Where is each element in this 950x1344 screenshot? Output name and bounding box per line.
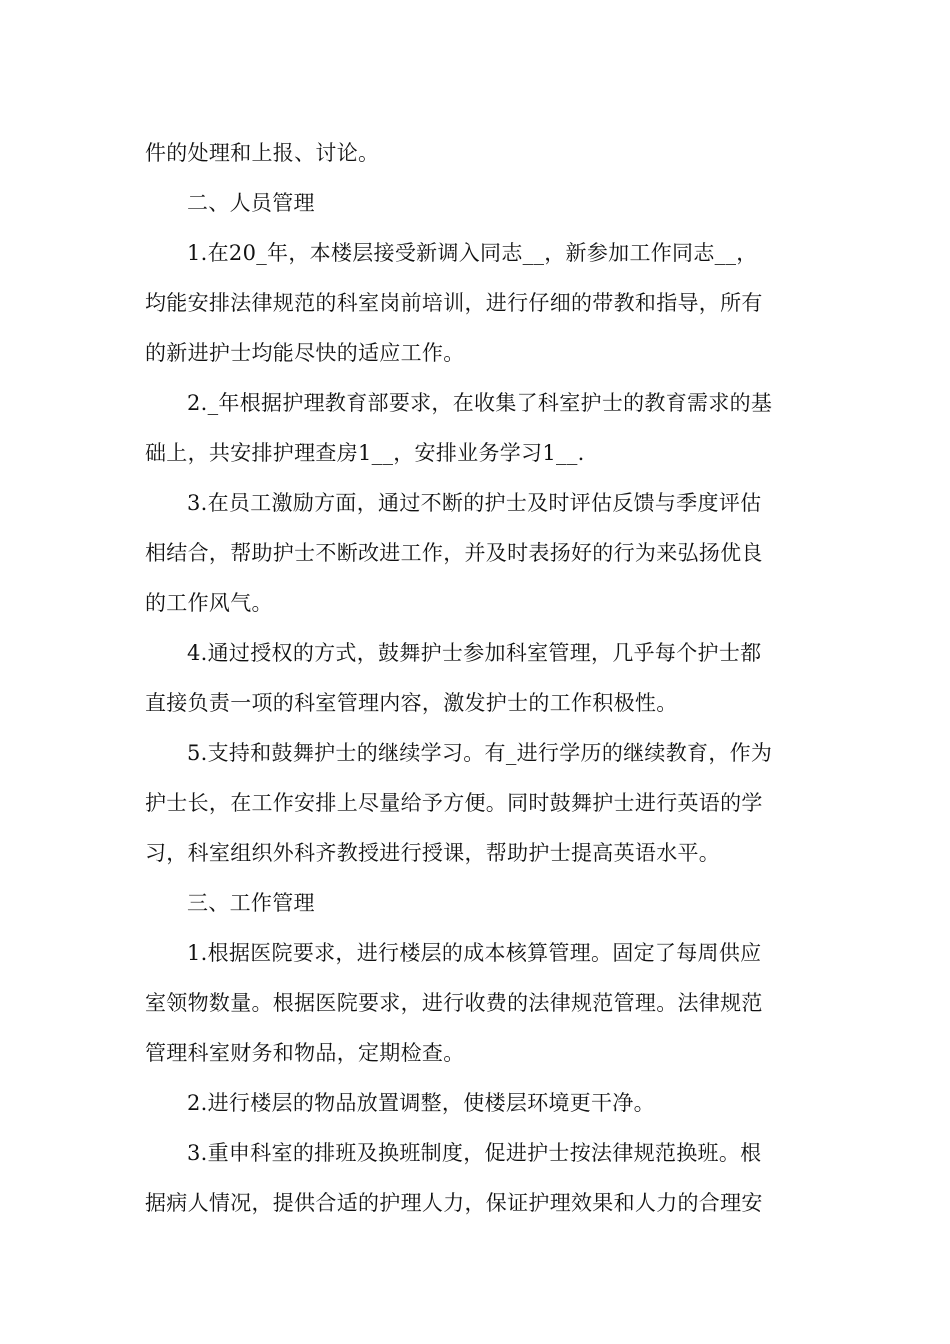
text-line: 1.在20_年，本楼层接受新调入同志__，新参加工作同志__，	[187, 241, 758, 265]
text-line: 管理科室财务和物品，定期检查。	[145, 1041, 465, 1065]
text-line: 习，科室组织外科齐教授进行授课，帮助护士提高英语水平。	[145, 841, 721, 865]
section-heading: 三、工作管理	[187, 891, 315, 915]
text-line: 1.根据医院要求，进行楼层的成本核算管理。固定了每周供应	[187, 941, 762, 965]
text-line: 直接负责一项的科室管理内容，激发护士的工作积极性。	[145, 691, 678, 715]
text-line: 均能安排法律规范的科室岗前培训，进行仔细的带教和指导，所有	[145, 291, 763, 315]
text-line: 4.通过授权的方式，鼓舞护士参加科室管理，几乎每个护士都	[187, 641, 762, 665]
text-line: 2._年根据护理教育部要求，在收集了科室护士的教育需求的基	[187, 391, 773, 415]
text-line: 2.进行楼层的物品放置调整，使楼层环境更干净。	[187, 1091, 655, 1115]
text-line: 的工作风气。	[145, 591, 273, 615]
text-line: 件的处理和上报、讨论。	[145, 141, 380, 165]
section-heading: 二、人员管理	[187, 191, 315, 215]
text-line: 护士长，在工作安排上尽量给予方便。同时鼓舞护士进行英语的学	[145, 791, 763, 815]
document-page	[145, 128, 805, 1228]
text-line: 据病人情况，提供合适的护理人力，保证护理效果和人力的合理安	[145, 1191, 763, 1215]
text-line: 3.在员工激励方面，通过不断的护士及时评估反馈与季度评估	[187, 491, 762, 515]
text-line: 的新进护士均能尽快的适应工作。	[145, 341, 465, 365]
text-line: 相结合，帮助护士不断改进工作，并及时表扬好的行为来弘扬优良	[145, 541, 763, 565]
text-line: 础上，共安排护理查房1__，安排业务学习1__.	[145, 441, 585, 465]
text-line: 3.重申科室的排班及换班制度，促进护士按法律规范换班。根	[187, 1141, 762, 1165]
text-line: 5.支持和鼓舞护士的继续学习。有_进行学历的继续教育，作为	[187, 741, 773, 765]
text-line: 室领物数量。根据医院要求，进行收费的法律规范管理。法律规范	[145, 991, 763, 1015]
